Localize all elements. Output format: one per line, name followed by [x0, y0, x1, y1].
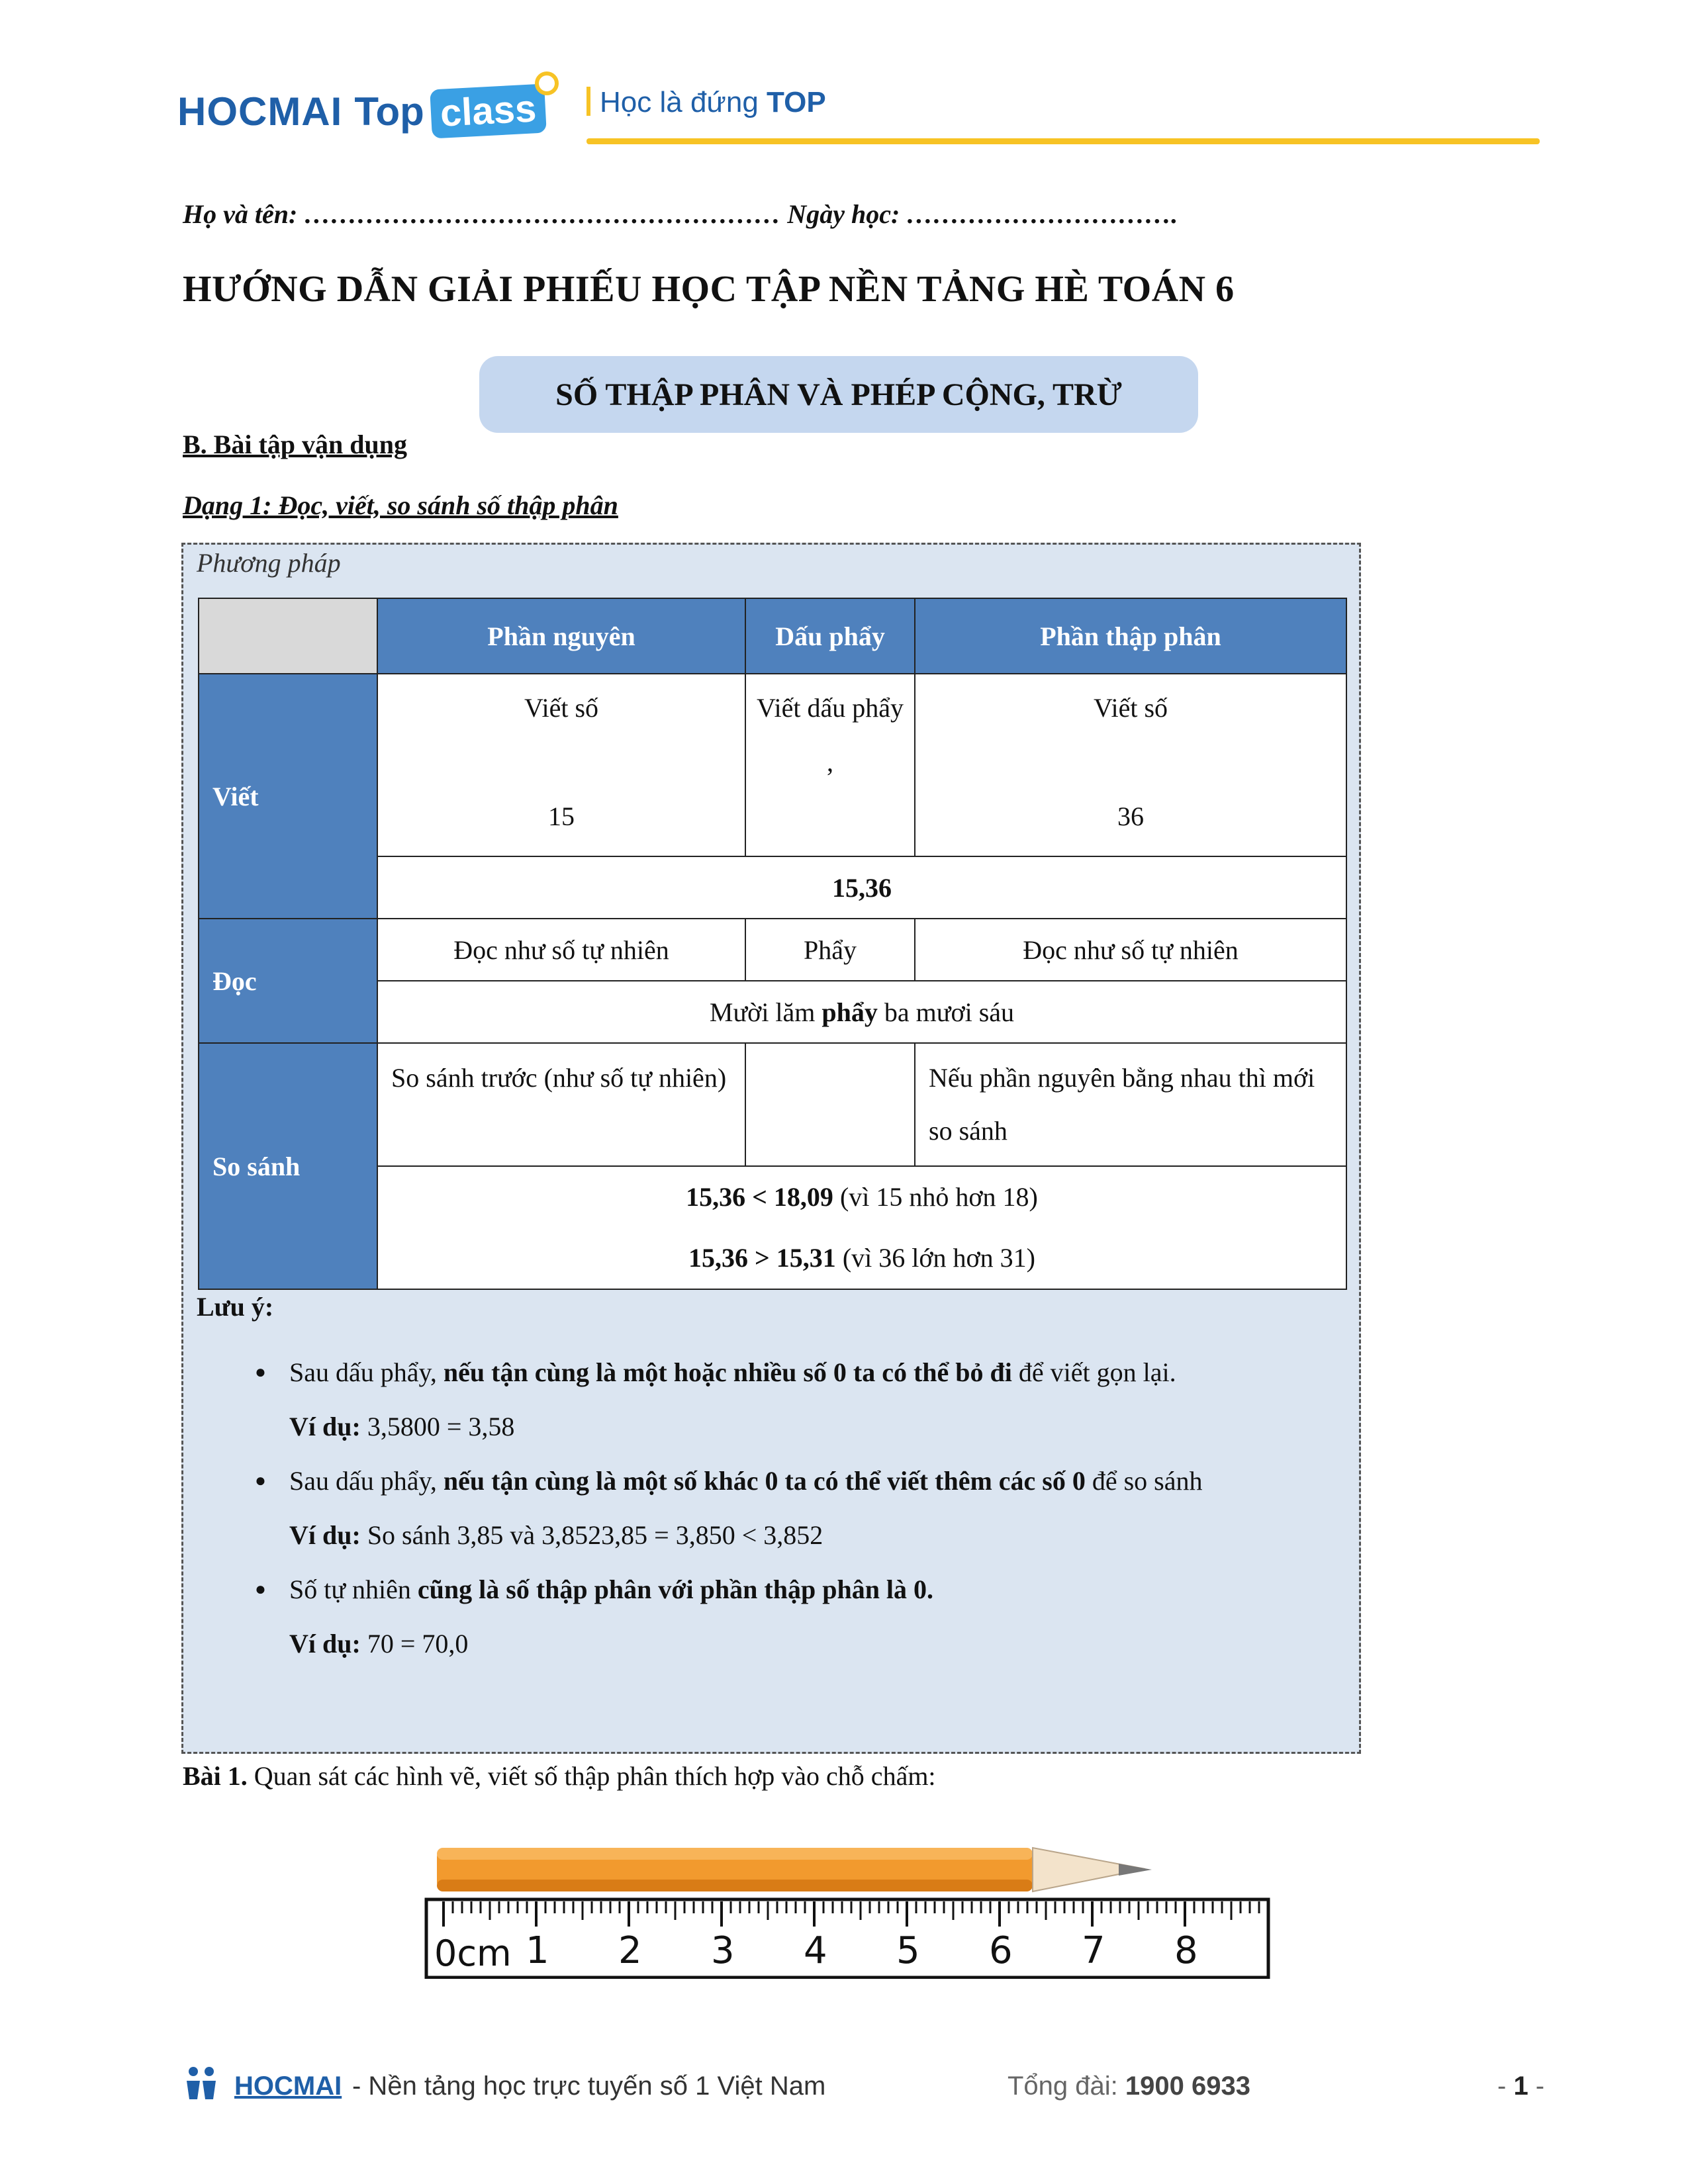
topic-text: SỐ THẬP PHÂN VÀ PHÉP CỘNG, TRỪ — [555, 377, 1122, 412]
ruler-number: 8 — [1174, 1929, 1198, 1972]
page-number-post: - — [1528, 2071, 1545, 2101]
footer-phone-label: Tổng đài: — [1008, 2071, 1125, 2101]
viet-combined: 15,36 — [377, 856, 1346, 919]
note-example-3 — [197, 1617, 1348, 1671]
doc-combined-post: ba mươi sáu — [877, 997, 1015, 1027]
note-3-ex-text: 70 = 70,0 — [360, 1629, 469, 1659]
brand-sun-icon — [535, 71, 559, 95]
ruler-number: 1 — [526, 1929, 549, 1972]
so-sanh-decimal-cell: Nếu phần nguyên bằng nhau thì mới so sánh — [915, 1043, 1346, 1166]
method-table — [198, 598, 1347, 1290]
note-item-3 — [197, 1563, 1348, 1617]
brand-top: Top — [354, 89, 424, 134]
note-2-ex-text: So sánh 3,85 và 3,8523,85 = 3,850 < 3,852 — [360, 1520, 823, 1550]
note-example-2 — [197, 1508, 1348, 1563]
doc-combined-pre: Mười lăm — [709, 997, 822, 1027]
header-divider — [586, 138, 1540, 144]
table-header-row — [199, 598, 1346, 674]
so-sanh-example-1 — [378, 1167, 1346, 1228]
note-3-ex-label: Ví dụ: — [289, 1629, 361, 1659]
viet-decimal-instruction: Viết số — [1093, 693, 1168, 723]
section-heading: B. Bài tập vận dụng — [183, 430, 408, 459]
note-item-1 — [197, 1345, 1348, 1400]
footer-phone — [1008, 2071, 1250, 2101]
footer — [180, 2065, 1557, 2111]
viet-integer-instruction: Viết số — [524, 693, 599, 723]
name-date-line: Họ và tên: ……………………………………………… Ngày học: …………………………. — [183, 199, 1178, 229]
note-2-pre: Sau dấu phẩy, — [289, 1466, 444, 1496]
ruler-number: 7 — [1082, 1929, 1105, 1972]
so-sanh-ex2-rest: (vì 36 lớn hơn 31) — [835, 1243, 1035, 1273]
viet-integer-value: 15 — [548, 801, 575, 831]
slogan-prefix: Học là đứng — [600, 86, 759, 118]
viet-decimal-cell — [915, 674, 1346, 856]
so-sanh-ex1-bold: 15,36 < 18,09 — [686, 1182, 833, 1212]
page-number-value: 1 — [1513, 2071, 1528, 2101]
footer-brand-link[interactable]: HOCMAI — [234, 2071, 342, 2101]
ruler-number: 3 — [711, 1929, 735, 1972]
doc-comma-cell: Phẩy — [745, 919, 915, 981]
exercise-1-text: Quan sát các hình vẽ, viết số thập phân thích hợp vào chỗ chấm: — [247, 1761, 936, 1791]
brand-class: class — [430, 84, 547, 139]
table-row-viet — [199, 674, 1346, 856]
brand-logo — [177, 78, 545, 144]
ruler-number: 4 — [804, 1929, 827, 1972]
pencil-icon — [437, 1848, 1152, 1891]
note-example-1 — [197, 1400, 1348, 1454]
table-row-doc — [199, 919, 1346, 981]
slogan — [586, 86, 826, 119]
doc-integer-cell: Đọc như số tự nhiên — [377, 919, 745, 981]
table-corner-cell — [199, 598, 377, 674]
note-3-pre: Số tự nhiên — [289, 1574, 418, 1604]
method-box — [181, 543, 1361, 1754]
page-number — [1497, 2071, 1544, 2101]
note-1-ex-label: Ví dụ: — [289, 1412, 361, 1441]
header-integer-part: Phần nguyên — [377, 598, 745, 674]
ruler-unit-label: 0cm — [434, 1933, 512, 1974]
note-1-bold: nếu tận cùng là một hoặc nhiều số 0 ta có thể bỏ đi — [443, 1357, 1012, 1387]
footer-tagline: - Nền tảng học trực tuyến số 1 Việt Nam — [352, 2071, 826, 2101]
note-title: Lưu ý: — [197, 1292, 274, 1322]
note-3-bold: cũng là số thập phân với phần thập phân là 0. — [417, 1574, 934, 1604]
header-decimal-part: Phần thập phân — [915, 598, 1346, 674]
row-label-so-sanh: So sánh — [199, 1043, 377, 1289]
so-sanh-examples — [377, 1166, 1346, 1289]
so-sanh-integer-cell: So sánh trước (như số tự nhiên) — [377, 1043, 745, 1166]
page-title: HƯỚNG DẪN GIẢI PHIẾU HỌC TẬP NỀN TẢNG HÈ TOÁN 6 — [183, 269, 1235, 310]
row-label-viet: Viết — [199, 674, 377, 919]
note-list — [197, 1345, 1348, 1671]
ruler-number: 2 — [618, 1929, 642, 1972]
hocmai-footer-logo-icon — [180, 2065, 222, 2105]
slogan-bar — [586, 87, 590, 116]
note-2-ex-label: Ví dụ: — [289, 1520, 361, 1550]
so-sanh-comma-cell — [745, 1043, 915, 1166]
doc-combined-bold: phẩy — [821, 997, 878, 1027]
note-2-post: để so sánh — [1085, 1466, 1203, 1496]
viet-comma-value: , — [827, 747, 833, 777]
row-label-doc: Đọc — [199, 919, 377, 1043]
ruler-body — [426, 1899, 1268, 1978]
so-sanh-ex2-bold: 15,36 > 15,31 — [688, 1243, 836, 1273]
viet-comma-cell — [745, 674, 915, 856]
brand-hocmai: HOCMAI — [177, 89, 343, 134]
viet-comma-instruction: Viết dấu phẩy — [757, 693, 904, 723]
header-decimal-point: Dấu phẩy — [745, 598, 915, 674]
so-sanh-ex1-rest: (vì 15 nhỏ hơn 18) — [833, 1182, 1038, 1212]
table-row-so-sanh — [199, 1043, 1346, 1166]
note-2-bold: nếu tận cùng là một số khác 0 ta có thể viết thêm các số 0 — [443, 1466, 1086, 1496]
note-1-post: để viết gọn lại. — [1011, 1357, 1176, 1387]
ruler-number: 6 — [989, 1929, 1013, 1972]
exercise-1-label: Bài 1. — [183, 1761, 248, 1791]
ruler-number: 5 — [896, 1929, 920, 1972]
viet-decimal-value: 36 — [1117, 801, 1144, 831]
subsection-heading: Dạng 1: Đọc, viết, so sánh số thập phân — [183, 490, 618, 520]
exercise-1-prompt — [183, 1760, 936, 1792]
page-number-pre: - — [1497, 2071, 1514, 2101]
doc-combined — [377, 981, 1346, 1043]
note-1-ex-text: 3,5800 = 3,58 — [360, 1412, 515, 1441]
ruler-pencil-figure — [417, 1833, 1278, 1979]
method-label: Phương pháp — [197, 548, 341, 578]
so-sanh-example-2 — [378, 1228, 1346, 1289]
note-item-2 — [197, 1454, 1348, 1508]
viet-integer-cell — [377, 674, 745, 856]
topic-banner — [479, 356, 1198, 433]
footer-phone-number: 1900 6933 — [1125, 2071, 1250, 2101]
note-1-pre: Sau dấu phẩy, — [289, 1357, 444, 1387]
slogan-top: TOP — [767, 86, 826, 118]
doc-decimal-cell: Đọc như số tự nhiên — [915, 919, 1346, 981]
